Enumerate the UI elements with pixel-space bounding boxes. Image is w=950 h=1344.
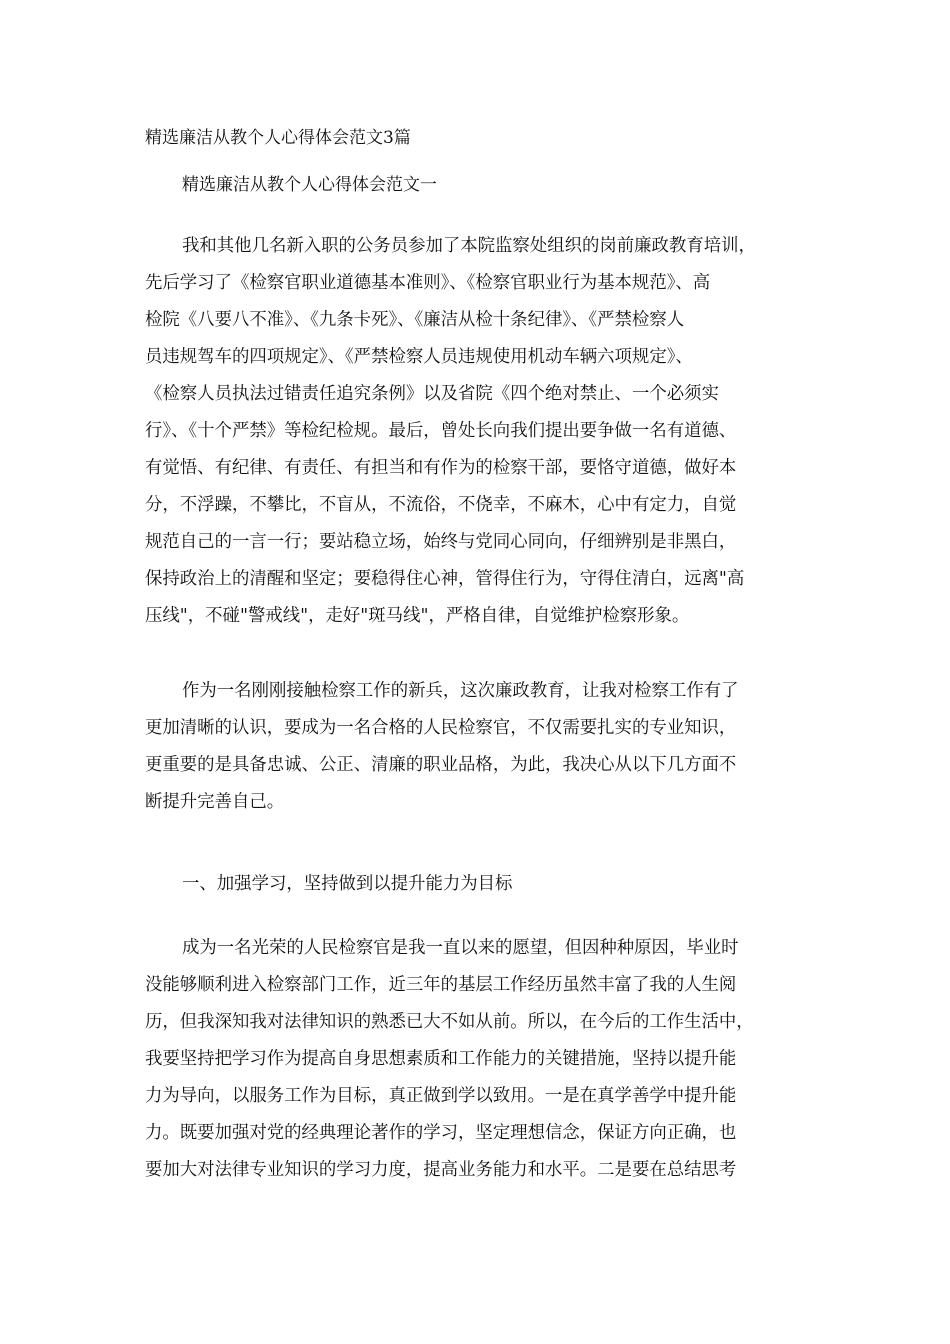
paragraph-line: 我要坚持把学习作为提高自身思想素质和工作能力的关键措施，坚持以提升能 [145, 1049, 737, 1069]
paragraph-line: 力。既要加强对党的经典理论著作的学习，坚定理想信念，保证方向正确，也 [145, 1123, 737, 1143]
section-heading: 一、加强学习，坚持做到以提升能力为目标 [182, 874, 513, 894]
paragraph-line: 有觉悟、有纪律、有责任、有担当和有作为的检察干部，要恪守道德，做好本 [145, 458, 737, 478]
paragraph-line: 更重要的是具备忠诚、公正、清廉的职业品格，为此，我决心从以下几方面不 [145, 755, 737, 775]
paragraph-line: 断提升完善自己。 [145, 792, 285, 812]
paragraph-line: 《检察人员执法过错责任追究条例》以及省院《四个绝对禁止、一个必须实 [145, 384, 719, 404]
paragraph-line: 检院《八要八不准》、《九条卡死》、《廉洁从检十条纪律》、《严禁检察人 [145, 310, 685, 330]
paragraph-line: 先后学习了《检察官职业道德基本准则》、《检察官职业行为基本规范》、高 [145, 273, 711, 293]
paragraph-line: 成为一名光荣的人民检察官是我一直以来的愿望，但因种种原因，毕业时 [182, 938, 739, 958]
paragraph-line: 要加大对法律专业知识的学习力度，提高业务能力和水平。二是要在总结思考 [145, 1160, 737, 1180]
paragraph-3 [145, 930, 825, 1189]
paragraph-line: 压线"，不碰"警戒线"，走好"斑马线"，严格自律，自觉维护检察形象。 [145, 606, 690, 626]
paragraph-2 [145, 673, 825, 821]
paragraph-1 [145, 228, 825, 635]
paragraph-line: 作为一名刚刚接触检察工作的新兵，这次廉政教育，让我对检察工作有了 [182, 681, 739, 701]
paragraph-line: 员违规驾车的四项规定》、《严禁检察人员违规使用机动车辆六项规定》、 [145, 347, 693, 367]
paragraph-line: 规范自己的一言一行；要站稳立场，始终与党同心同向，仔细辨别是非黑白， [145, 532, 737, 552]
paragraph-line: 没能够顺利进入检察部门工作，近三年的基层工作经历虽然丰富了我的人生阅 [145, 975, 737, 995]
paragraph-line: 更加清晰的认识，要成为一名合格的人民检察官，不仅需要扎实的专业知识， [145, 718, 737, 738]
paragraph-line: 力为导向，以服务工作为目标，真正做到学以致用。一是在真学善学中提升能 [145, 1086, 737, 1106]
paragraph-line: 行》、《十个严禁》等检纪检规。最后，曾处长向我们提出要争做一名有道德、 [145, 421, 737, 441]
paragraph-line: 历，但我深知我对法律知识的熟悉已大不如从前。所以，在今后的工作生活中， [145, 1012, 754, 1032]
section-title: 精选廉洁从教个人心得体会范文一 [182, 175, 437, 195]
paragraph-line: 我和其他几名新入职的公务员参加了本院监察处组织的岗前廉政教育培训， [182, 236, 756, 256]
paragraph-line: 保持政治上的清醒和坚定；要稳得住心神，管得住行为，守得住清白，远离"高 [145, 569, 745, 589]
paragraph-line: 分，不浮躁，不攀比，不盲从，不流俗，不侥幸，不麻木，心中有定力，自觉 [145, 495, 737, 515]
document-title: 精选廉洁从教个人心得体会范文3篇 [145, 128, 411, 148]
